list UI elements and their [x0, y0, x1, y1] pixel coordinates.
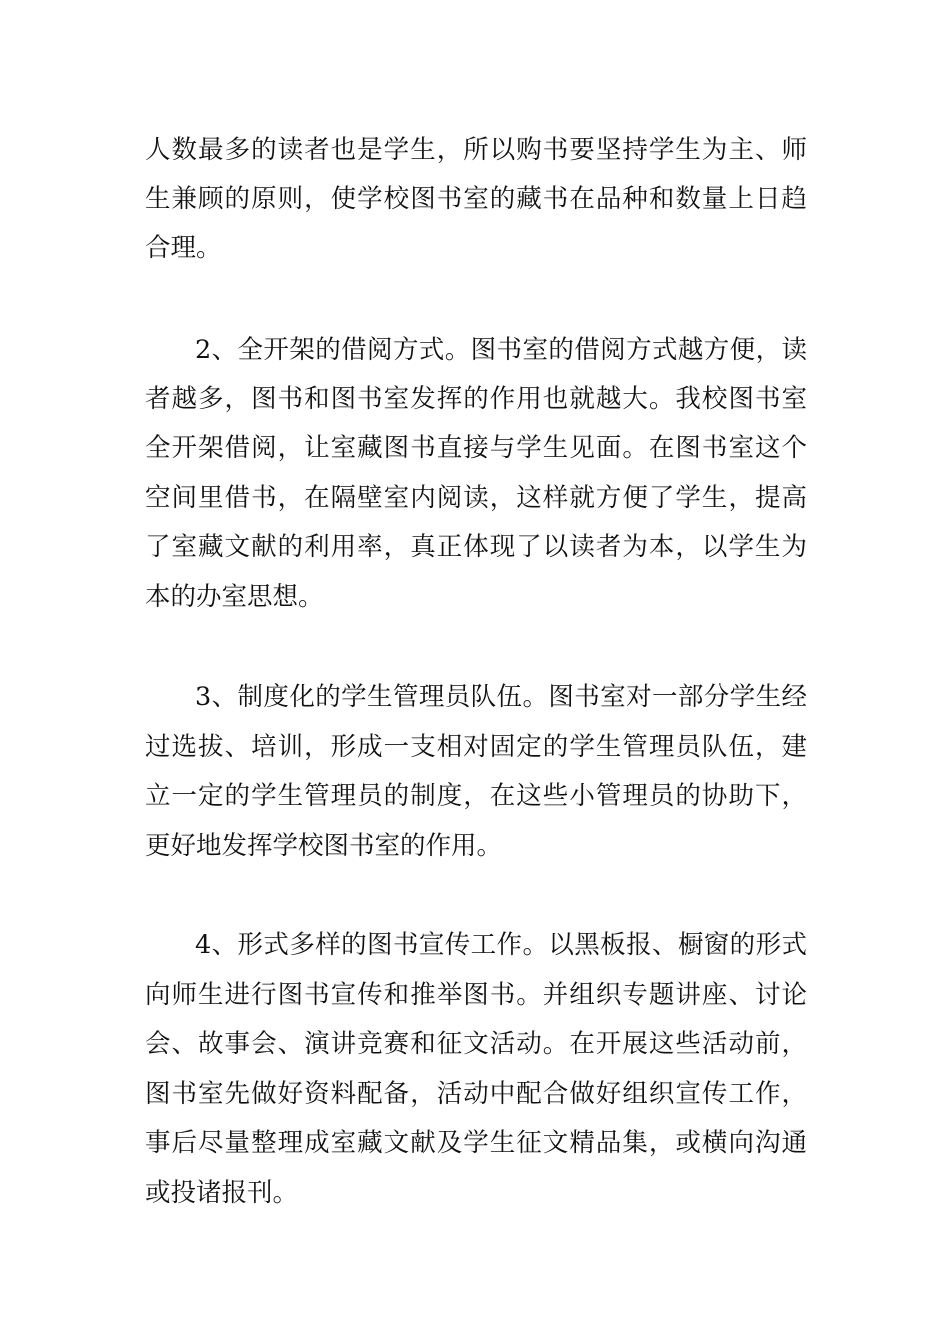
text-line: 合理。	[145, 233, 222, 263]
text-line: 图书室先做好资料配备，活动中配合做好组织宣传工作，	[145, 1079, 807, 1109]
text-line: 空间里借书，在隔壁室内阅读，这样就方便了学生，提高	[145, 483, 807, 513]
text-line: 了室藏文献的利用率，真正体现了以读者为本，以学生为	[145, 532, 807, 562]
text-line: 3、制度化的学生管理员队伍。图书室对一部分学生经	[195, 682, 807, 712]
text-line: 更好地发挥学校图书室的作用。	[145, 831, 503, 861]
text-line: 立一定的学生管理员的制度，在这些小管理员的协助下，	[145, 781, 807, 811]
text-line: 事后尽量整理成室藏文献及学生征文精品集，或横向沟通	[145, 1128, 807, 1158]
text-line: 2、全开架的借阅方式。图书室的借阅方式越方便，读	[195, 335, 807, 365]
text-line: 本的办室思想。	[145, 582, 324, 612]
text-line: 向师生进行图书宣传和推举图书。并组织专题讲座、讨论	[145, 980, 807, 1010]
text-line: 人数最多的读者也是学生，所以购书要坚持学生为主、师	[145, 135, 807, 165]
text-line: 全开架借阅，让室藏图书直接与学生见面。在图书室这个	[145, 433, 807, 463]
text-line: 4、形式多样的图书宣传工作。以黑板报、橱窗的形式	[195, 930, 807, 960]
text-line: 生兼顾的原则，使学校图书室的藏书在品种和数量上日趋	[145, 184, 807, 214]
text-line: 会、故事会、演讲竞赛和征文活动。在开展这些活动前，	[145, 1029, 807, 1059]
text-line: 过选拔、培训，形成一支相对固定的学生管理员队伍，建	[145, 732, 807, 762]
text-line: 者越多，图书和图书室发挥的作用也就越大。我校图书室	[145, 384, 807, 414]
text-line: 或投诸报刊。	[145, 1178, 299, 1208]
